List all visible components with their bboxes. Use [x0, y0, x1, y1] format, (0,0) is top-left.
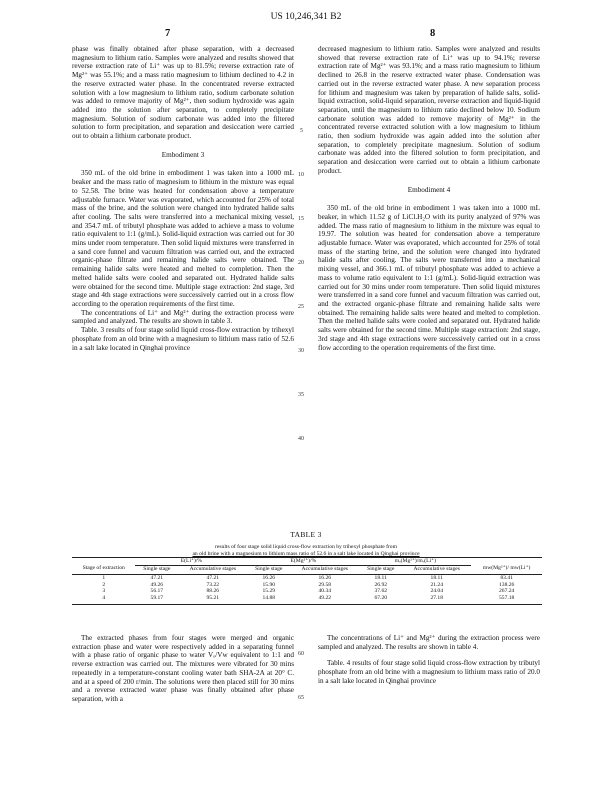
table-cell: 73.22 — [206, 581, 220, 588]
line-number: 15 — [298, 216, 304, 222]
table-cell: 557.18 — [471, 595, 542, 604]
table-cell: 49.22 — [290, 595, 359, 604]
results-table — [72, 557, 542, 605]
table-cell: 14.88 — [247, 595, 290, 604]
paragraph: Table. 3 results of four stage solid liquid cross-flow extraction by trihexyl phosphate from an old brine with a magnesium to lithium mass ratio of 52.6 in a salt lake located in Qinghai province — [72, 326, 294, 352]
line-number: 5 — [300, 128, 303, 134]
left-column-bottom — [72, 634, 294, 704]
table-cell: 16.26 — [318, 575, 332, 582]
line-number: 65 — [298, 695, 304, 701]
table-title: TABLE 3 — [290, 530, 322, 539]
paragraph: 350 mL of the old brine in embodiment 1 was taken into a 1000 mL beaker and the mass ratio of magnesium to lithium in the mixture was equal to 52.58. The brine was heated for condensation above a temperature adjustable furnace. Water was evaporated, which accounted for 25% of total mass of the brine, and the solution were changed into hydrated halide salts after cooling. The salts were transferred into a mechanical mixing vessel, and 354.7 mL of tributyl phosphate was added to achieve a mass to volume ratio equivalent to 1:1 (g/mL). Solid-liquid extraction was carried out for 30 mins under room temperature. Then solid liquid mixtures were transferred in a sand core funnel and vacuum filtration was carried out, and the extracted organic-phase filtrate and remaining halide salts were obtained. The remaining halide salts were heated and melted to completion. Then the melted halide salts were cooled and separated out. Hydrated halide salts were obtained for the second time. Multiple stage extraction: 2nd stage, 3rd stage and 4th stage extractions were successively carried out in a cross flow according to the operation requirements of the first time. — [72, 169, 294, 308]
right-column-top — [318, 45, 540, 352]
table-cell: 49.26 — [150, 581, 164, 588]
table-cell: 138.26 — [498, 581, 515, 588]
table-cell: 67.20 — [359, 595, 402, 604]
column-header: Single stage — [247, 565, 290, 575]
table-cell: 1 — [102, 575, 106, 582]
table-cell: 267.24 — [498, 588, 515, 595]
table-cell: 59.17 — [135, 595, 178, 604]
column-header: Single stage — [359, 565, 402, 575]
table-cell: 47.21 — [206, 575, 220, 582]
table-row — [72, 582, 542, 589]
patent-number: US 10,246,341 B2 — [270, 12, 342, 22]
paragraph: The concentrations of Li⁺ and Mg²⁺ during the extraction process were sampled and analyzed. The results are shown in table 3. — [72, 308, 294, 326]
table-row — [72, 575, 542, 582]
page-number-right: 8 — [430, 28, 436, 39]
table-cell: 88.26 — [206, 588, 220, 595]
table-caption-line: an old brine with a magnesium to lithium mass ratio of 52.6 in a salt lake located in Qinghai province — [192, 551, 420, 557]
line-number: 60 — [298, 651, 304, 657]
empty-header — [471, 558, 542, 566]
table-cell: 18.11 — [430, 575, 443, 582]
table-cell: 29.58 — [318, 581, 332, 588]
table-cell: 16.26 — [262, 575, 276, 582]
column-header: Single stage — [135, 565, 178, 575]
paragraph: The concentrations of Li⁺ and Mg²⁺ during the extraction process were sampled and analyzed. The results are shown in table 4. — [318, 634, 540, 651]
table-cell: 18.11 — [374, 575, 387, 582]
table-cell: 21.24 — [430, 581, 444, 588]
line-number: 30 — [298, 348, 304, 354]
group-header: E(Li⁺)/% — [135, 558, 247, 566]
group-header: mₒ(Mg²⁺)/mₒ(Li⁺) — [359, 558, 471, 566]
column-header: Accumulative stages — [178, 565, 247, 575]
paragraph: phase was finally obtained after phase separation, with a decreased magnesium to lithium ratio. Samples were analyzed and results showed that reverse extraction rate of Li⁺ was up to 81.5%; reverse extraction rate of Mg²⁺ was 55.1%; and a mass ratio magnesium to lithium declined to 4.2 in the reserve extracted water phase. In the concentrated reverse extracted solution with a low magnesium to lithium ratio, sodium carbonate solution was added to remove majority of Mg²⁺, then sodium hydroxide was again added into the solution after separation, to completely precipitate magnesium. Solution of sodium carbonate was added into the filtered solution to form precipitation, and separation and desiccation were carried out to obtain a lithium carbonate product. — [72, 45, 294, 141]
table-cell: 95.21 — [178, 595, 247, 604]
paragraph: 350 mL of the old brine in embodiment 1 was taken into a 1000 mL beaker, in which 11.52 g of LiCl.H₂O with its purity analyzed of 97% was added. The mass ratio of magnesium to lithium in the mixture was equal to 19.97. The solution was heated for condensation above a temperature adjustable furnace. Water was evaporated, which accounted for 25% of total mass of the starting brine, and the solution were changed into hydrated halide salts after cooling. The salts were transferred into a mechanical mixing vessel, and 366.1 mL of tributyl phosphate was added to achieve a mass to volume ratio equivalent to 1:1 (g/mL). Solid-liquid extraction was carried out for 30 mins under room temperature. Then solid liquid mixtures were transferred in a sand core funnel and vacuum filtration was carried out, and the extracted organic-phase filtrate and remaining halide salts were obtained. The remaining halide salts were heated and melted to completion. Then the melted halide salts were cooled and separated out. Hydrated halide salts were obtained for the second time. Multiple stage extraction: 2nd stage, 3rd stage and 4th stage extractions were successively carried out in a cross flow according to the operation requirements of the first time. — [318, 204, 540, 352]
table-cell: 3 — [102, 588, 106, 595]
table-row — [72, 595, 542, 604]
embodiment-4-heading: Embodiment 4 — [407, 185, 451, 194]
line-number: 40 — [298, 436, 304, 442]
column-header: mw(Mg²⁺)/ mw(Li⁺) — [471, 565, 542, 575]
table-cell: 37.62 — [374, 588, 388, 595]
group-header: E(Mg²⁺)/% — [247, 558, 359, 566]
table-cell: 15.29 — [262, 588, 276, 595]
table-cell: 47.21 — [150, 575, 164, 582]
paragraph: Table. 4 results of four stage solid liquid cross-flow extraction by tributyl phosphate from an old brine with a magnesium to lithium mass ratio of 20.0 in a salt lake located in Qinghai province — [318, 659, 540, 685]
table-cell: 15.90 — [262, 581, 276, 588]
page-number-left: 7 — [165, 28, 171, 39]
table-cell: 4 — [72, 595, 135, 604]
table-row — [72, 588, 542, 595]
table-cell: 26.92 — [374, 581, 388, 588]
paragraph: The extracted phases from four stages were merged and organic extraction phase and water were respectively added in a separating funnel with a phase ratio of organic phase to water Vₒ/Vw equivalent to 1:1 and reverse extraction was carried out. The mixtures were vibrated for 30 mins repeatedly in a temperature-constant cooling water bath SHA-2A at 20° C. and at a speed of 200 r/min. The solutions were then placed still for 30 mins and a reverse extracted water phase was finally obtained after phase separation, with a — [72, 634, 294, 703]
table-cell: 40.34 — [318, 588, 332, 595]
column-header: Accumulative stages — [290, 565, 359, 575]
table-caption — [0, 544, 612, 558]
table-cell: 27.18 — [402, 595, 471, 604]
table-cell: 2 — [102, 581, 106, 588]
embodiment-3-heading: Embodiment 3 — [161, 150, 205, 159]
line-number: 10 — [298, 172, 304, 178]
right-column-bottom — [318, 634, 540, 686]
left-column-top — [72, 45, 294, 352]
table-3 — [72, 557, 542, 605]
table-caption-line: results of four stage solid liquid cross-flow extraction by trihexyl phosphate from — [215, 544, 397, 550]
column-header: Stage of extraction — [72, 565, 135, 575]
line-number: 20 — [298, 260, 304, 266]
paragraph: decreased magnesium to lithium ratio. Samples were analyzed and results showed that reverse extraction rate of Li⁺ was up to 94.1%; reverse extraction rate of Mg²⁺ was 93.1%; and a mass ratio magnesium to lithium declined to 26.8 in the reserve extracted water phase. Condensation was carried out in the reverse extracted water phase. A new separation process for lithium and magnesium was taken by preparation of halide salts, solid-liquid extraction, solid-liquid separation, reverse extraction and liquid-liquid separation, until the magnesium to lithium ratio declined below 10. Sodium carbonate solution was added to remove majority of Mg²⁺ in the concentrated reverse extracted solution with a low magnesium to lithium ratio, then sodium hydroxide was again added into the solution after separation, to completely precipitate magnesium. Solution of sodium carbonate was added into the filtered solution to form precipitation, and separation and desiccation were carried out to obtain a lithium carbonate product. — [318, 45, 540, 175]
table-cell: 83.41 — [500, 575, 513, 582]
table-cell: 56.17 — [150, 588, 164, 595]
table-cell: 24.04 — [430, 588, 444, 595]
line-number: 35 — [298, 392, 304, 398]
line-number: 25 — [298, 304, 304, 310]
column-header: Accumulative stages — [402, 565, 471, 575]
spacer — [318, 651, 540, 659]
empty-header — [72, 558, 135, 566]
